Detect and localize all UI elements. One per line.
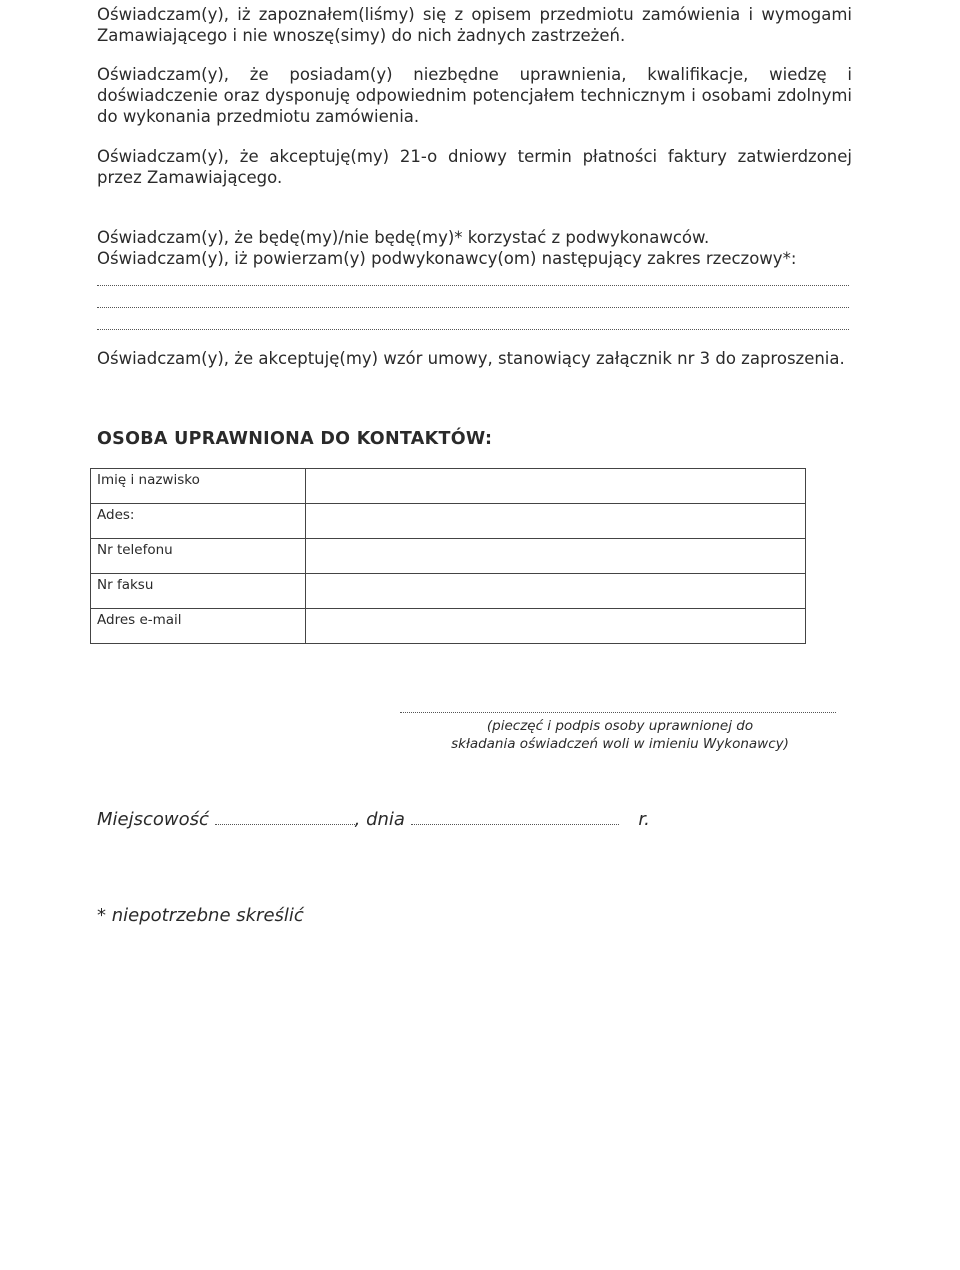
- table-row: [91, 609, 806, 644]
- dotted-line-3: [97, 319, 849, 330]
- contact-label-phone: Nr telefonu: [91, 539, 306, 574]
- contact-label-fax: Nr faksu: [91, 574, 306, 609]
- footnote: * niepotrzebne skreślić: [97, 905, 304, 926]
- contact-value-name[interactable]: [306, 469, 806, 504]
- contact-table: [90, 468, 806, 644]
- contact-heading: OSOBA UPRAWNIONA DO KONTAKTÓW:: [97, 429, 493, 449]
- table-row: [91, 574, 806, 609]
- place-label: Miejscowość: [97, 809, 209, 830]
- dotted-line-1: [97, 275, 849, 286]
- contact-value-address[interactable]: [306, 504, 806, 539]
- signature-caption-line1: (pieczęć i podpis osoby uprawnionej do: [486, 718, 754, 734]
- table-row: [91, 539, 806, 574]
- contact-value-email[interactable]: [306, 609, 806, 644]
- statement-payment-term: Oświadczam(y), że akceptuję(my) 21-o dniowy termin płatności faktury zatwierdzonej przez Zamawiającego.: [97, 147, 852, 187]
- statement-qualifications: Oświadczam(y), że posiadam(y) niezbędne uprawnienia, kwalifikacje, wiedzę i doświadczenie oraz dysponuję odpowiednim potencjałem technicznym i osobami zdolnymi do wykonania przedmiotu zamówienia.: [97, 65, 852, 126]
- year-suffix: r.: [638, 809, 650, 830]
- statement-familiarization: Oświadczam(y), iż zapoznałem(liśmy) się z opisem przedmiotu zamówienia i wymogami Zamawiającego i nie wnoszę(simy) do nich żadnych zastrzeżeń.: [97, 5, 852, 45]
- date-label: , dnia: [354, 809, 405, 830]
- date-fill: [411, 810, 619, 825]
- contact-label-name: Imię i nazwisko: [91, 469, 306, 504]
- place-fill: [215, 810, 355, 825]
- contact-label-email: Adres e-mail: [91, 609, 306, 644]
- contact-value-fax[interactable]: [306, 574, 806, 609]
- signature-line: [400, 702, 836, 713]
- signature-caption: [440, 717, 800, 753]
- dotted-line-2: [97, 297, 849, 308]
- contact-label-address: Ades:: [91, 504, 306, 539]
- place-date-line: [97, 809, 650, 830]
- statement-contract-template: Oświadczam(y), że akceptuję(my) wzór umowy, stanowiący załącznik nr 3 do zaproszenia.: [97, 349, 845, 368]
- table-row: [91, 469, 806, 504]
- statement-subcontract-scope: Oświadczam(y), iż powierzam(y) podwykonawcy(om) następujący zakres rzeczowy*:: [97, 249, 797, 268]
- contact-value-phone[interactable]: [306, 539, 806, 574]
- signature-caption-line2: składania oświadczeń woli w imieniu Wykonawcy): [451, 736, 789, 752]
- table-row: [91, 504, 806, 539]
- statement-subcontractors: Oświadczam(y), że będę(my)/nie będę(my)* korzystać z podwykonawców.: [97, 228, 710, 247]
